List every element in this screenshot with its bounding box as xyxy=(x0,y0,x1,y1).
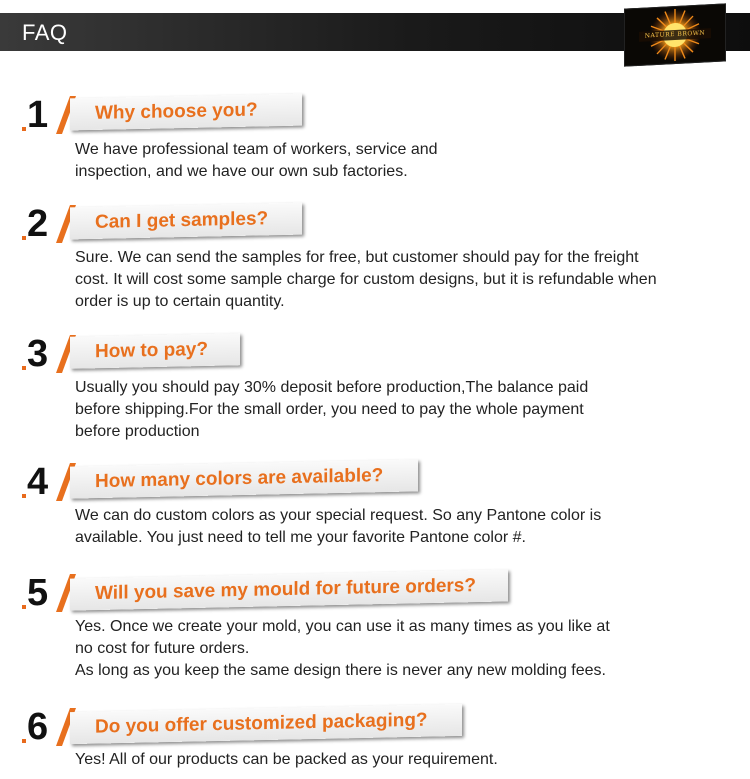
faq-answer xyxy=(75,616,610,682)
answer-line: no cost for future orders. xyxy=(75,640,250,657)
number-accent-dot xyxy=(22,127,26,131)
question-banner xyxy=(70,569,508,610)
answer-line: available. You just need to tell me your favorite Pantone color #. xyxy=(75,529,526,546)
answer-line: As long as you keep the same design there is never any new molding fees. xyxy=(75,662,606,679)
logo-text: NATURE BROWN xyxy=(644,29,706,40)
answer-line: We have professional team of workers, service and xyxy=(75,141,438,158)
brand-logo xyxy=(624,3,726,66)
faq-answer xyxy=(75,505,601,549)
question-banner xyxy=(70,94,302,131)
answer-line: Yes. Once we create your mold, you can use it as many times as you like at xyxy=(75,618,610,635)
answer-line: before production xyxy=(75,423,200,440)
question-banner xyxy=(70,333,240,369)
faq-number: 6 xyxy=(27,706,49,748)
answer-line: Sure. We can send the samples for free, but customer should pay for the freight xyxy=(75,249,639,266)
page-title: FAQ xyxy=(22,20,68,45)
answer-line: cost. It will cost some sample charge for custom designs, but it is refundable when xyxy=(75,271,657,288)
number-accent-dot xyxy=(22,366,26,370)
faq-answer xyxy=(75,749,498,771)
faq-question: How many colors are available? xyxy=(95,465,384,493)
answer-line: inspection, and we have our own sub factories. xyxy=(75,163,408,180)
faq-number: 2 xyxy=(27,203,49,245)
answer-line: We can do custom colors as your special request. So any Pantone color is xyxy=(75,507,602,524)
faq-answer xyxy=(75,139,438,183)
faq-number: 1 xyxy=(27,94,49,136)
faq-question: Do you offer customized packaging? xyxy=(95,709,428,738)
faq-answer xyxy=(75,377,588,443)
question-banner xyxy=(70,203,302,240)
answer-line: Usually you should pay 30% deposit before production,The balance paid xyxy=(75,379,589,396)
answer-line: Yes! All of our products can be packed as your requirement. xyxy=(75,751,498,768)
question-banner xyxy=(70,459,418,498)
question-banner xyxy=(70,704,462,744)
number-accent-dot xyxy=(22,605,26,609)
number-accent-dot xyxy=(22,494,26,498)
faq-question: Can I get samples? xyxy=(95,208,269,233)
number-accent-dot xyxy=(22,739,26,743)
faq-number: 4 xyxy=(27,461,49,503)
answer-line: order is up to certain quantity. xyxy=(75,293,285,310)
faq-number: 5 xyxy=(27,572,49,614)
faq-question: How to pay? xyxy=(95,338,208,363)
faq-question: Will you save my mould for future orders? xyxy=(95,575,476,605)
faq-number: 3 xyxy=(27,333,49,375)
number-accent-dot xyxy=(22,236,26,240)
faq-question: Why choose you? xyxy=(95,99,258,124)
answer-line: before shipping.For the small order, you need to pay the whole payment xyxy=(75,401,584,418)
faq-answer xyxy=(75,247,657,313)
